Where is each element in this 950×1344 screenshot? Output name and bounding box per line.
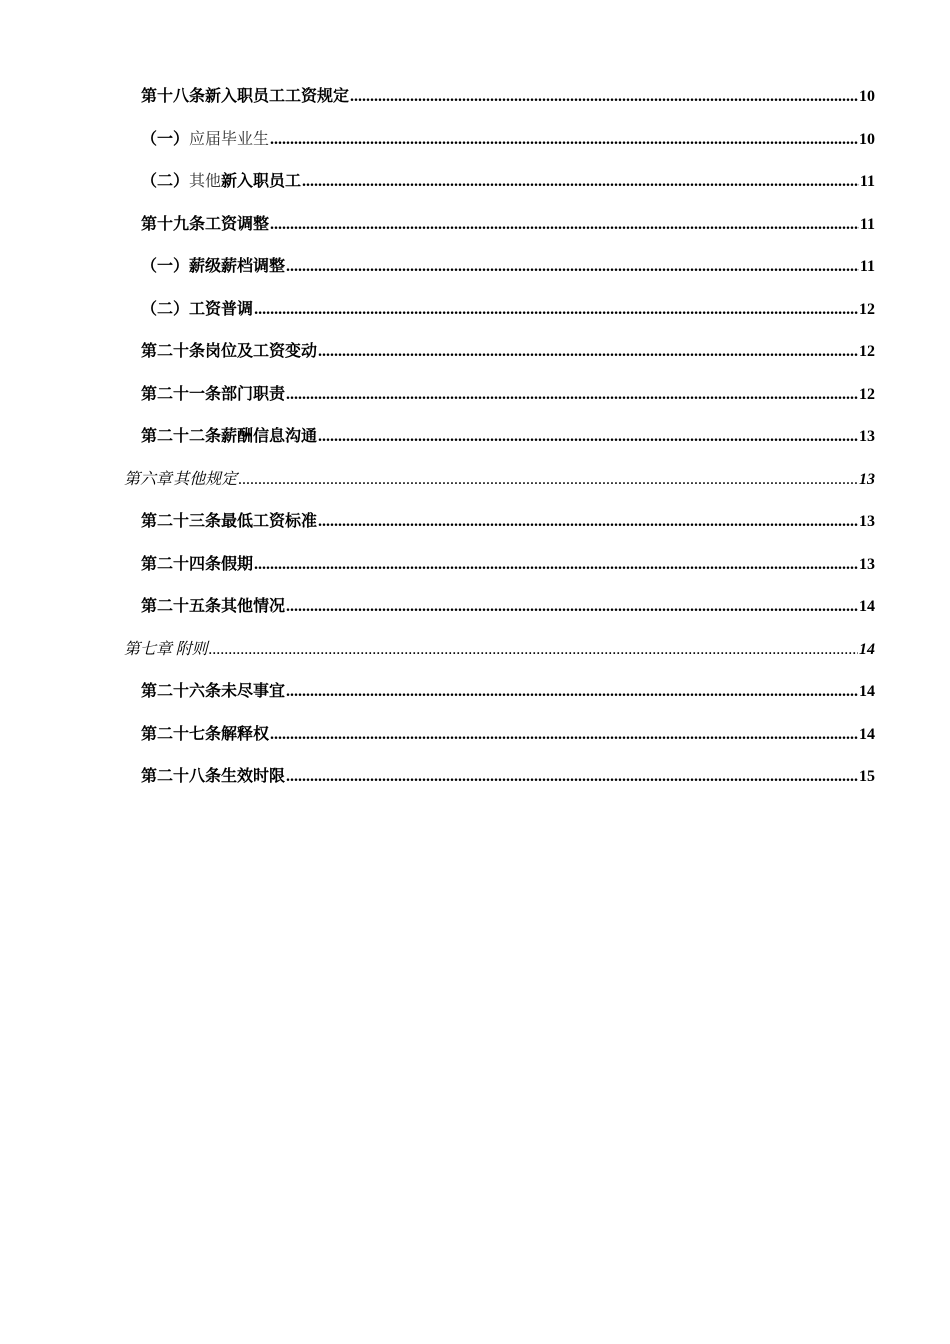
toc-entry-page: 14 xyxy=(859,683,875,701)
toc-entry-title: 应届毕业生 xyxy=(189,130,270,148)
toc-entry-number: 第二十六条 xyxy=(141,683,222,701)
toc-entry-title: 生效时限 xyxy=(221,768,286,786)
toc-entry-sub-19-1[interactable] xyxy=(0,246,950,289)
dot-leader xyxy=(286,257,859,277)
toc-entry-page: 12 xyxy=(859,300,875,318)
toc-entry-article-28[interactable] xyxy=(0,756,950,799)
toc-entry-title: 岗位及工资变动 xyxy=(205,343,318,361)
toc-entry-number: （一） xyxy=(141,258,190,276)
toc-entry-title: 未尽事宜 xyxy=(221,683,286,701)
toc-entry-title: 其他规定 xyxy=(173,470,238,488)
dot-leader xyxy=(254,555,858,575)
dot-leader xyxy=(254,300,858,320)
dot-leader xyxy=(350,87,858,107)
toc-entry-chapter-6[interactable] xyxy=(0,459,950,502)
toc-entry-number: （一） xyxy=(141,130,190,148)
dot-leader xyxy=(286,682,858,702)
dot-leader xyxy=(318,342,858,362)
toc-entry-number: 第十九条 xyxy=(141,215,206,233)
toc-entry-title: 工资普调 xyxy=(189,300,254,318)
toc-entry-number: 第七章 xyxy=(124,640,173,658)
toc-entry-title: 新入职员工工资规定 xyxy=(205,88,350,106)
toc-entry-title: 假期 xyxy=(221,555,254,573)
toc-entry-page: 14 xyxy=(859,725,875,743)
toc-entry-title: 附则 xyxy=(175,640,208,658)
toc-entry-page: 10 xyxy=(859,130,875,148)
toc-entry-article-26[interactable] xyxy=(0,671,950,714)
toc-entry-title: 薪酬信息沟通 xyxy=(221,428,318,446)
toc-entry-sub-18-1[interactable] xyxy=(0,119,950,162)
toc-entry-page: 10 xyxy=(859,88,875,106)
toc-entry-article-25[interactable] xyxy=(0,586,950,629)
toc-entry-article-19[interactable] xyxy=(0,204,950,247)
toc-entry-title: 部门职责 xyxy=(221,385,286,403)
toc-entry-number: 第二十八条 xyxy=(141,768,222,786)
toc-entry-article-18[interactable] xyxy=(0,76,950,119)
toc-entry-number: 第二十一条 xyxy=(141,385,222,403)
toc-entry-page: 11 xyxy=(859,173,875,191)
toc-entry-number: 第二十条 xyxy=(141,343,206,361)
toc-entry-title-main: 新入职员工 xyxy=(221,173,302,191)
dot-leader xyxy=(270,130,858,150)
dot-leader xyxy=(318,427,858,447)
toc-entry-page: 12 xyxy=(859,343,875,361)
toc-entry-article-22[interactable] xyxy=(0,416,950,459)
dot-leader xyxy=(209,640,858,660)
dot-leader xyxy=(270,725,858,745)
toc-entry-sub-18-2[interactable] xyxy=(0,161,950,204)
toc-entry-number: 第二十五条 xyxy=(141,598,222,616)
toc-entry-page: 15 xyxy=(859,768,875,786)
dot-leader xyxy=(286,597,858,617)
toc-entry-page: 14 xyxy=(859,640,875,658)
toc-entry-title: 最低工资标准 xyxy=(221,513,318,531)
toc-entry-page: 12 xyxy=(859,385,875,403)
toc-entry-page: 11 xyxy=(859,215,875,233)
toc-entry-page: 13 xyxy=(859,555,875,573)
toc-entry-page: 14 xyxy=(859,598,875,616)
toc-entry-sub-19-2[interactable] xyxy=(0,289,950,332)
toc-entry-page: 13 xyxy=(859,470,875,488)
toc-entry-article-24[interactable] xyxy=(0,544,950,587)
toc-entry-article-21[interactable] xyxy=(0,374,950,417)
toc-entry-title: 解释权 xyxy=(221,725,270,743)
toc-entry-article-27[interactable] xyxy=(0,714,950,757)
dot-leader xyxy=(238,470,858,490)
toc-entry-article-20[interactable] xyxy=(0,331,950,374)
toc-entry-number: 第二十四条 xyxy=(141,555,222,573)
toc-entry-number: 第二十三条 xyxy=(141,513,222,531)
dot-leader xyxy=(286,385,858,405)
toc-entry-number: 第十八条 xyxy=(141,88,206,106)
dot-leader xyxy=(286,767,858,787)
toc-entry-number: 第六章 xyxy=(124,470,173,488)
dot-leader xyxy=(318,512,858,532)
dot-leader xyxy=(270,215,859,235)
toc-entry-number: （二） xyxy=(141,173,190,191)
toc-entry-title: 薪级薪档调整 xyxy=(189,258,286,276)
toc-entry-title: 工资调整 xyxy=(205,215,270,233)
toc-entry-title: 其他情况 xyxy=(221,598,286,616)
toc-entry-number: （二） xyxy=(141,300,190,318)
toc-entry-page: 11 xyxy=(859,258,875,276)
toc-entry-title-prefix: 其他 xyxy=(189,173,222,191)
toc-entry-page: 13 xyxy=(859,513,875,531)
table-of-contents xyxy=(0,76,950,799)
toc-entry-number: 第二十七条 xyxy=(141,725,222,743)
toc-entry-page: 13 xyxy=(859,428,875,446)
toc-entry-title xyxy=(189,172,301,192)
toc-entry-number: 第二十二条 xyxy=(141,428,222,446)
toc-entry-article-23[interactable] xyxy=(0,501,950,544)
dot-leader xyxy=(302,172,859,192)
toc-entry-chapter-7[interactable] xyxy=(0,629,950,672)
